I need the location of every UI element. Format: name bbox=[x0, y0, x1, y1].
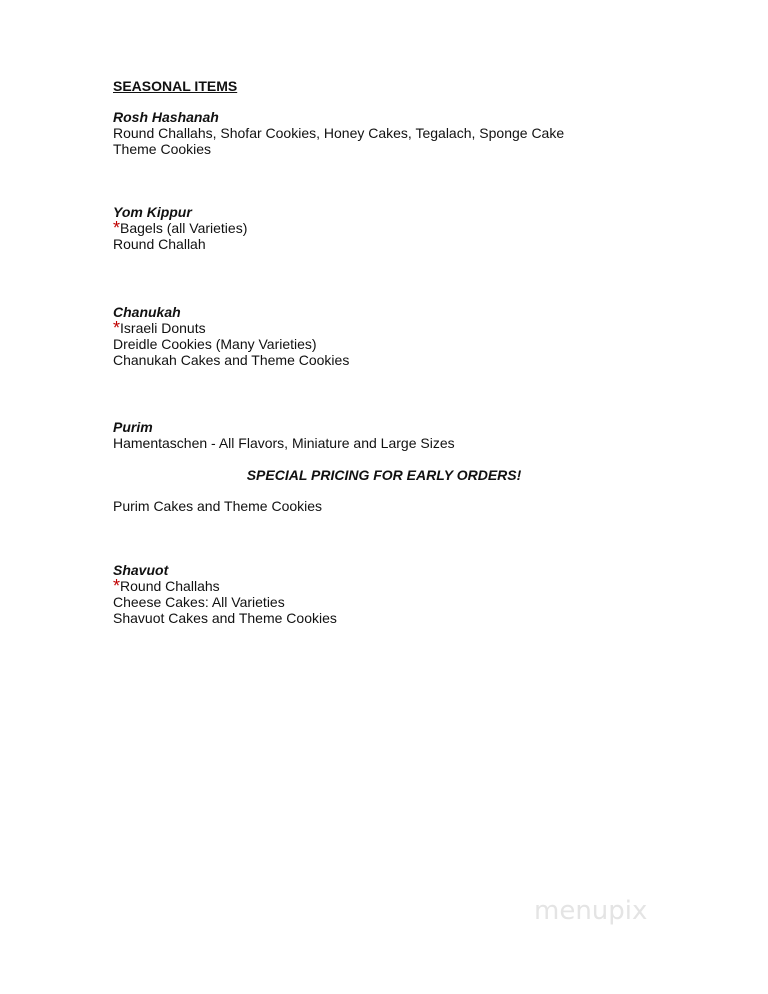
menupix-watermark: menupix bbox=[534, 896, 648, 926]
asterisk-marker: * bbox=[113, 218, 121, 238]
section-purim-extra bbox=[113, 498, 322, 514]
section-heading: Shavuot bbox=[113, 562, 169, 578]
section-heading: Purim bbox=[113, 419, 153, 435]
list-item: Dreidle Cookies (Many Varieties) bbox=[113, 336, 317, 352]
list-item: *Bagels (all Varieties) bbox=[113, 218, 248, 238]
list-item: Shavuot Cakes and Theme Cookies bbox=[113, 610, 337, 626]
section-heading: Rosh Hashanah bbox=[113, 109, 219, 125]
list-item: *Round Challahs bbox=[113, 576, 220, 596]
section-yom-kippur bbox=[113, 204, 247, 252]
section-heading: Chanukah bbox=[113, 304, 181, 320]
asterisk-marker: * bbox=[113, 318, 121, 338]
section-heading: Yom Kippur bbox=[113, 204, 192, 220]
list-item: Round Challah bbox=[113, 236, 206, 252]
list-item: Round Challahs, Shofar Cookies, Honey Cakes, Tegalach, Sponge Cake bbox=[113, 125, 565, 141]
section-chanukah bbox=[113, 304, 349, 368]
page-title: SEASONAL ITEMS bbox=[113, 78, 238, 94]
list-item: *Israeli Donuts bbox=[113, 318, 206, 338]
list-item: Chanukah Cakes and Theme Cookies bbox=[113, 352, 350, 368]
asterisk-marker: * bbox=[113, 576, 121, 596]
section-shavuot bbox=[113, 562, 337, 626]
list-item: Hamentaschen - All Flavors, Miniature and Large Sizes bbox=[113, 435, 455, 451]
section-rosh-hashanah bbox=[113, 109, 564, 157]
section-purim bbox=[113, 419, 455, 451]
list-item: Theme Cookies bbox=[113, 141, 212, 157]
list-item: Cheese Cakes: All Varieties bbox=[113, 594, 285, 610]
list-item: Purim Cakes and Theme Cookies bbox=[113, 498, 323, 514]
special-pricing-notice: SPECIAL PRICING FOR EARLY ORDERS! bbox=[246, 467, 522, 483]
